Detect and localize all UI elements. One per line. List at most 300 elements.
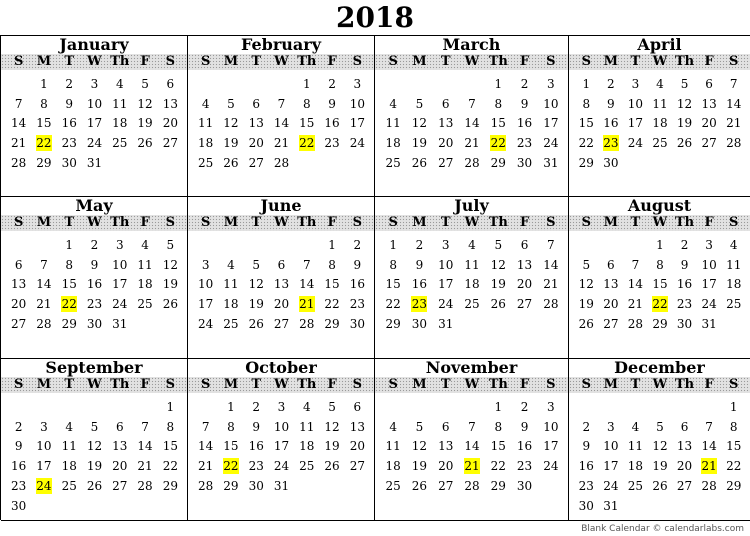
day-cell: 4: [468, 238, 476, 252]
day-cell: 10: [198, 277, 214, 292]
day-cell: 5: [415, 96, 424, 111]
weekday-label: Th: [297, 215, 317, 230]
day-cell: 11: [652, 96, 668, 111]
weekday-label: F: [327, 215, 337, 230]
day-cell: 1: [494, 400, 503, 414]
day-cell: 11: [112, 96, 128, 111]
day-cell: 3: [547, 400, 555, 414]
day-cell: 29: [578, 155, 594, 170]
day-cell: 19: [324, 439, 340, 454]
day-cell: 11: [726, 257, 742, 272]
day-cell: 14: [299, 277, 315, 292]
day-cell: 24: [349, 136, 365, 151]
day-cell: 9: [353, 257, 362, 272]
month-september: [1, 359, 188, 521]
day-cell: 19: [411, 459, 428, 474]
day-cell: 11: [464, 257, 480, 272]
day-cell: 28: [198, 478, 214, 493]
day-cell: 29: [490, 155, 506, 170]
day-cell: 12: [490, 257, 506, 272]
day-cell: 3: [90, 77, 99, 91]
highlighted-day: 22: [294, 135, 319, 151]
day-cell: 8: [494, 96, 503, 111]
day-cell: 23: [516, 136, 533, 151]
day-cell: 5: [582, 257, 591, 272]
month-name: June: [260, 196, 302, 215]
weekday-label: T: [440, 377, 451, 392]
weekday-label: M: [223, 215, 239, 230]
day-cell: 30: [349, 316, 365, 331]
day-cell: 2: [353, 238, 362, 252]
day-cell: 14: [726, 96, 742, 111]
day-cell: 8: [328, 257, 336, 272]
day-cell: 29: [324, 316, 340, 331]
weekday-label: Th: [110, 377, 130, 392]
day-cell: 26: [162, 297, 178, 312]
day-cell: 12: [162, 257, 178, 272]
day-cell: 6: [441, 419, 450, 434]
day-cell: 13: [112, 439, 128, 454]
day-cell: 4: [302, 400, 311, 414]
month-july: [375, 197, 569, 359]
day-cell: 23: [11, 478, 27, 493]
day-cell: 2: [415, 238, 424, 252]
weekday-header: [569, 377, 750, 393]
day-cell: 30: [11, 498, 27, 513]
weekday-label: W: [464, 54, 480, 69]
day-cell: 1: [40, 77, 48, 91]
day-cell: 26: [411, 155, 428, 170]
day-cell: 9: [680, 257, 689, 272]
day-cell: 8: [40, 96, 48, 111]
day-cell: 4: [631, 419, 640, 434]
weekday-label: Th: [297, 54, 317, 69]
day-cell: 13: [162, 96, 178, 111]
day-cell: 24: [438, 297, 454, 312]
day-cell: 5: [656, 419, 664, 434]
weekday-label: S: [200, 215, 211, 230]
weekday-label: T: [64, 377, 75, 392]
day-cell: 21: [627, 297, 644, 312]
day-cell: 27: [603, 316, 619, 331]
day-cell: 9: [520, 419, 529, 434]
day-cell: 9: [415, 257, 424, 272]
day-cell: 22: [490, 459, 506, 474]
day-cell: 28: [299, 316, 315, 331]
day-cell: 16: [603, 116, 619, 131]
highlighted-day: 23: [406, 296, 432, 312]
day-cell: 16: [11, 459, 27, 474]
day-cell: 23: [676, 297, 693, 312]
weekday-label: W: [652, 215, 668, 230]
day-cell: 2: [607, 77, 615, 91]
day-cell: 25: [385, 478, 401, 493]
day-cell: 18: [137, 277, 153, 292]
day-cell: 30: [516, 155, 533, 170]
day-cell: 3: [115, 238, 124, 252]
weekday-label: Th: [674, 377, 695, 392]
weekday-label: S: [729, 377, 739, 392]
day-cell: 30: [248, 478, 264, 493]
day-cell: 24: [198, 316, 214, 331]
weekday-label: F: [519, 215, 530, 230]
day-cell: 27: [701, 136, 717, 151]
day-cell: 20: [11, 297, 27, 312]
day-cell: 20: [162, 116, 178, 131]
weekday-label: S: [546, 54, 556, 69]
day-cell: 5: [415, 419, 424, 434]
weekday-label: M: [223, 377, 239, 392]
day-cell: 18: [223, 297, 239, 312]
day-cell: 27: [248, 155, 264, 170]
day-cell: 29: [162, 478, 178, 493]
day-cell: 17: [198, 297, 214, 312]
day-cell: 4: [389, 96, 397, 111]
day-cell: 9: [90, 257, 99, 272]
day-cell: 10: [349, 96, 365, 111]
day-cell: 27: [11, 316, 27, 331]
day-cell: 19: [676, 116, 693, 131]
day-cell: 28: [464, 478, 480, 493]
day-cell: 22: [162, 459, 178, 474]
month-name: October: [245, 358, 317, 377]
day-cell: 18: [299, 439, 315, 454]
day-cell: 16: [86, 277, 103, 292]
day-cell: 17: [112, 277, 128, 292]
footer-credit: Blank Calendar © calendarlabs.com: [581, 524, 744, 534]
day-cell: 10: [86, 96, 103, 111]
weekday-label: S: [13, 215, 24, 230]
weekday-label: W: [274, 377, 289, 392]
day-cell: 8: [494, 419, 503, 434]
day-cell: 7: [468, 96, 476, 111]
weekday-label: T: [64, 215, 75, 230]
weekday-label: W: [464, 377, 480, 392]
day-cell: 31: [112, 316, 128, 331]
day-cell: 19: [578, 297, 594, 312]
day-cell: 3: [607, 419, 615, 434]
weekday-label: S: [729, 215, 739, 230]
day-cell: 28: [464, 155, 480, 170]
day-cell: 4: [115, 77, 124, 91]
day-cell: 27: [516, 297, 533, 312]
highlighted-day: 22: [648, 296, 673, 312]
day-cell: 11: [137, 257, 153, 272]
month-may: [1, 197, 188, 359]
day-cell: 10: [603, 439, 619, 454]
month-december: [569, 359, 750, 521]
weekday-label: S: [200, 377, 211, 392]
weekday-label: T: [630, 215, 641, 230]
day-cell: 3: [40, 419, 48, 434]
day-cell: 16: [349, 277, 365, 292]
highlighted-day: 22: [31, 135, 56, 151]
day-cell: 8: [302, 96, 311, 111]
day-cell: 28: [11, 155, 27, 170]
day-cell: 15: [61, 277, 77, 292]
day-cell: 12: [137, 96, 153, 111]
day-cell: 1: [227, 400, 235, 414]
day-cell: 30: [86, 316, 103, 331]
calendar-grid: [0, 35, 750, 520]
weekday-label: Th: [674, 54, 695, 69]
day-cell: 24: [86, 136, 103, 151]
weekday-label: S: [581, 215, 591, 230]
day-cell: 15: [490, 116, 506, 131]
day-cell: 22: [385, 297, 401, 312]
weekday-label: F: [327, 377, 337, 392]
day-cell: 3: [353, 77, 362, 91]
month-january: [1, 36, 188, 197]
day-cell: 25: [112, 136, 128, 151]
weekday-label: T: [630, 377, 641, 392]
day-cell: 19: [411, 136, 428, 151]
weekday-label: M: [603, 54, 619, 69]
month-name: May: [75, 196, 113, 215]
day-cell: 24: [543, 136, 559, 151]
day-cell: 10: [627, 96, 644, 111]
weekday-label: S: [352, 377, 363, 392]
day-cell: 6: [252, 96, 261, 111]
day-cell: 8: [166, 419, 175, 434]
weekday-label: F: [140, 54, 150, 69]
day-cell: 11: [299, 419, 315, 434]
day-cell: 15: [324, 277, 340, 292]
day-cell: 15: [726, 439, 742, 454]
day-cell: 9: [328, 96, 336, 111]
day-cell: 18: [652, 116, 668, 131]
day-cell: 13: [676, 439, 693, 454]
day-cell: 20: [273, 297, 290, 312]
day-cell: 19: [86, 459, 103, 474]
day-cell: 27: [273, 316, 290, 331]
day-cell: 7: [302, 257, 311, 272]
day-cell: 18: [198, 136, 214, 151]
weekday-label: F: [704, 377, 714, 392]
day-cell: 14: [11, 116, 27, 131]
day-cell: 6: [277, 257, 286, 272]
weekday-label: Th: [488, 377, 508, 392]
day-cell: 4: [141, 238, 149, 252]
day-cell: 6: [115, 419, 124, 434]
day-cell: 15: [223, 439, 239, 454]
month-august: [569, 197, 750, 359]
day-cell: 18: [464, 277, 480, 292]
weekday-label: W: [87, 377, 102, 392]
day-cell: 26: [490, 297, 506, 312]
weekday-label: S: [200, 54, 211, 69]
day-cell: 26: [676, 136, 693, 151]
day-cell: 29: [490, 478, 506, 493]
weekday-label: W: [87, 54, 102, 69]
highlighted-day: 23: [599, 135, 624, 151]
day-cell: 17: [603, 459, 619, 474]
day-cell: 5: [141, 77, 149, 91]
weekday-label: W: [274, 54, 289, 69]
day-cell: 6: [680, 419, 689, 434]
weekday-label: Th: [297, 377, 317, 392]
day-cell: 21: [543, 277, 559, 292]
weekday-label: S: [13, 54, 24, 69]
day-cell: 6: [353, 400, 362, 414]
day-cell: 7: [468, 419, 476, 434]
month-name: November: [425, 358, 518, 377]
day-cell: 20: [516, 277, 533, 292]
day-cell: 5: [328, 400, 336, 414]
day-cell: 6: [607, 257, 615, 272]
day-cell: 7: [277, 96, 286, 111]
day-cell: 2: [520, 77, 529, 91]
day-cell: 3: [547, 77, 555, 91]
month-name: March: [442, 35, 501, 54]
weekday-label: S: [388, 377, 398, 392]
day-cell: 25: [137, 297, 153, 312]
day-cell: 18: [726, 277, 742, 292]
day-cell: 13: [701, 96, 717, 111]
month-name: December: [614, 358, 705, 377]
weekday-label: S: [546, 377, 556, 392]
day-cell: 1: [65, 238, 74, 252]
day-cell: 27: [438, 478, 454, 493]
day-cell: 21: [137, 459, 153, 474]
day-cell: 15: [578, 116, 594, 131]
day-cell: 2: [328, 77, 336, 91]
day-cell: 1: [166, 400, 175, 414]
day-cell: 30: [516, 478, 533, 493]
day-cell: 11: [385, 439, 401, 454]
day-cell: 23: [248, 459, 264, 474]
day-cell: 14: [137, 439, 153, 454]
highlighted-day: 22: [57, 296, 82, 312]
day-cell: 15: [385, 277, 401, 292]
day-cell: 1: [582, 77, 591, 91]
weekday-label: S: [729, 54, 739, 69]
day-cell: 26: [652, 478, 668, 493]
day-cell: 6: [166, 77, 175, 91]
weekday-header: [1, 54, 187, 70]
day-cell: 28: [543, 297, 559, 312]
day-cell: 28: [273, 155, 290, 170]
day-cell: 2: [14, 419, 23, 434]
day-cell: 25: [299, 459, 315, 474]
day-cell: 31: [438, 316, 454, 331]
day-cell: 31: [273, 478, 290, 493]
day-cell: 7: [40, 257, 48, 272]
weekday-label: F: [704, 215, 714, 230]
day-cell: 28: [627, 316, 644, 331]
day-cell: 19: [162, 277, 178, 292]
day-cell: 28: [726, 136, 742, 151]
weekday-label: M: [412, 215, 427, 230]
weekday-label: T: [251, 215, 262, 230]
day-cell: 21: [464, 136, 480, 151]
day-cell: 6: [705, 77, 713, 91]
day-cell: 23: [324, 136, 340, 151]
weekday-label: F: [140, 377, 150, 392]
day-cell: 23: [349, 297, 365, 312]
day-cell: 29: [61, 316, 77, 331]
day-cell: 7: [729, 77, 738, 91]
day-cell: 26: [86, 478, 103, 493]
calendar-title: 2018: [336, 1, 414, 34]
day-cell: 10: [273, 419, 290, 434]
day-cell: 1: [389, 238, 397, 252]
weekday-label: M: [412, 377, 427, 392]
weekday-label: M: [603, 215, 619, 230]
day-cell: 11: [223, 277, 239, 292]
weekday-header: [569, 215, 750, 231]
day-cell: 14: [273, 116, 290, 131]
day-cell: 17: [273, 439, 290, 454]
day-cell: 18: [385, 459, 401, 474]
day-cell: 9: [14, 439, 23, 454]
day-cell: 21: [726, 116, 742, 131]
day-cell: 13: [349, 419, 365, 434]
day-cell: 14: [36, 277, 52, 292]
day-cell: 18: [627, 459, 644, 474]
weekday-label: W: [652, 377, 668, 392]
day-cell: 26: [137, 136, 153, 151]
day-cell: 16: [676, 277, 693, 292]
day-cell: 13: [603, 277, 619, 292]
day-cell: 12: [676, 96, 693, 111]
day-cell: 19: [652, 459, 668, 474]
day-cell: 11: [61, 439, 77, 454]
day-cell: 4: [389, 419, 397, 434]
day-cell: 26: [578, 316, 594, 331]
weekday-label: F: [519, 54, 530, 69]
day-cell: 3: [631, 77, 640, 91]
weekday-label: M: [36, 377, 52, 392]
day-cell: 2: [680, 238, 689, 252]
day-cell: 3: [705, 238, 713, 252]
highlighted-day: 21: [294, 296, 319, 312]
day-cell: 29: [652, 316, 668, 331]
day-cell: 31: [603, 498, 619, 513]
day-cell: 28: [137, 478, 153, 493]
day-cell: 23: [578, 478, 594, 493]
weekday-label: F: [327, 54, 337, 69]
day-cell: 21: [273, 136, 290, 151]
month-march: [375, 36, 569, 197]
weekday-header: [375, 54, 568, 70]
day-cell: 13: [438, 116, 454, 131]
day-cell: 7: [547, 238, 555, 252]
day-cell: 9: [607, 96, 615, 111]
day-cell: 2: [582, 419, 591, 434]
day-cell: 12: [248, 277, 264, 292]
day-cell: 16: [248, 439, 264, 454]
day-cell: 22: [324, 297, 340, 312]
day-cell: 17: [438, 277, 454, 292]
day-cell: 1: [328, 238, 336, 252]
day-cell: 19: [248, 297, 264, 312]
day-cell: 26: [223, 155, 239, 170]
highlighted-day: 22: [485, 135, 511, 151]
day-cell: 6: [14, 257, 23, 272]
day-cell: 1: [729, 400, 738, 414]
day-cell: 6: [520, 238, 529, 252]
weekday-label: F: [519, 377, 530, 392]
day-cell: 13: [516, 257, 533, 272]
month-name: August: [627, 196, 692, 215]
highlighted-day: 21: [459, 458, 485, 474]
weekday-label: S: [165, 377, 176, 392]
day-cell: 30: [603, 155, 619, 170]
day-cell: 27: [438, 155, 454, 170]
day-cell: 25: [385, 155, 401, 170]
day-cell: 9: [252, 419, 261, 434]
